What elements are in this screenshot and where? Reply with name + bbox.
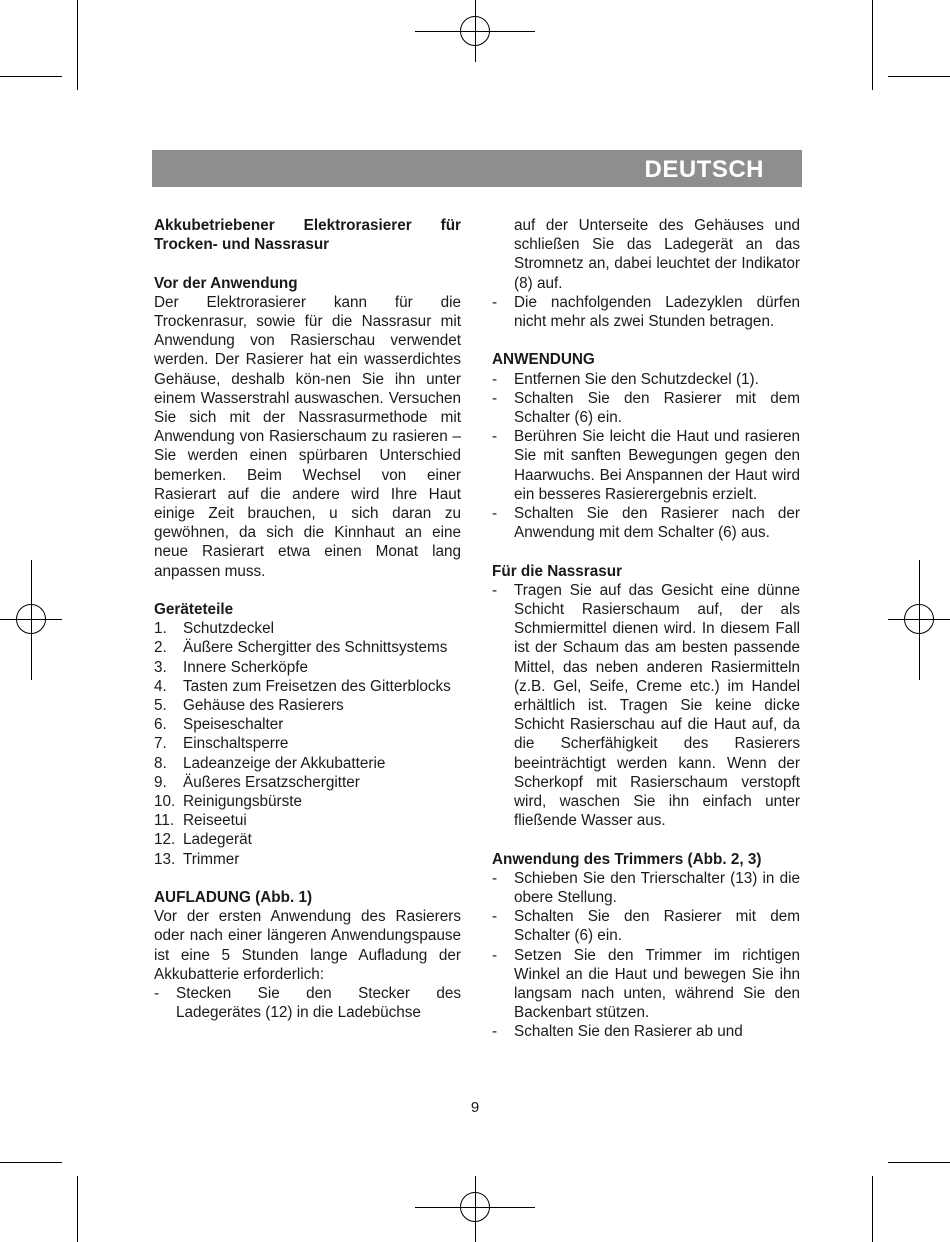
- item-label: Tasten zum Freisetzen des Gitterblocks: [183, 677, 451, 695]
- item-text: Stecken Sie den Stecker des Ladegerätes (12) in die Ladebüchse: [176, 985, 461, 1022]
- item-label: Trimmer: [183, 850, 240, 868]
- list-item: [492, 293, 800, 331]
- list-item: [492, 907, 800, 945]
- dash-bullet: -: [492, 293, 498, 311]
- list-item: [154, 754, 461, 773]
- item-number: 10.: [154, 793, 176, 811]
- language-title: DEUTSCH: [644, 156, 764, 183]
- registration-mark: [904, 604, 934, 634]
- item-number: 3.: [154, 658, 167, 676]
- item-text: Schalten Sie den Rasierer mit dem Schalter (6) ein.: [514, 389, 800, 427]
- item-label: Ladeanzeige der Akkubatterie: [183, 754, 386, 772]
- list-item: [154, 984, 461, 1022]
- dash-bullet: -: [492, 869, 498, 887]
- section-heading-wet-shave: Für die Nassrasur: [492, 562, 623, 580]
- language-banner: [152, 150, 802, 187]
- item-number: 2.: [154, 639, 167, 657]
- item-text: Entfernen Sie den Schutzdeckel (1).: [514, 370, 759, 388]
- document-title: Akkubetriebener Elektrorasierer für Trocken- und Nassrasur: [154, 217, 461, 254]
- list-item: [154, 638, 461, 657]
- section-heading-parts: Geräteteile: [154, 601, 234, 619]
- right-column: [492, 216, 800, 1042]
- item-number: 7.: [154, 735, 167, 753]
- item-label: Reinigungsbürste: [183, 793, 303, 811]
- list-item: [492, 427, 800, 504]
- crop-mark: [0, 76, 62, 77]
- crop-mark: [888, 1162, 950, 1163]
- list-item: [154, 850, 461, 869]
- charging-list: [154, 984, 461, 1022]
- crop-mark: [77, 0, 78, 90]
- item-text: Schieben Sie den Trierschalter (13) in die obere Stellung.: [514, 869, 800, 907]
- dash-bullet: -: [492, 908, 498, 926]
- list-item: [154, 792, 461, 811]
- dash-bullet: -: [492, 581, 498, 599]
- list-item: [154, 811, 461, 830]
- item-text: Schalten Sie den Rasierer mit dem Schalter (6) ein.: [514, 908, 800, 945]
- list-item: [492, 946, 800, 1023]
- list-item: [154, 715, 461, 734]
- parts-list: [154, 619, 461, 869]
- item-number: 11.: [154, 812, 175, 830]
- item-text: Die nachfolgenden Ladezyklen dürfen nicht mehr als zwei Stunden betragen.: [514, 293, 800, 331]
- dash-bullet: -: [154, 985, 160, 1003]
- dash-bullet: -: [492, 428, 498, 446]
- item-number: 9.: [154, 773, 167, 791]
- item-label: Reiseetui: [183, 812, 247, 830]
- list-item: [154, 734, 461, 753]
- left-column: [154, 216, 461, 1022]
- item-label: Gehäuse des Rasierers: [183, 697, 344, 715]
- before-use-text: Der Elektrorasierer kann für die Trockenrasur, sowie für die Nassrasur mit Anwendung von Rasierschau verwendet werden. Der Rasierer hat ein wasserdichtes Gehäuse, deshalb kön-nen Sie ihn unter einem Wasserstrahl auswaschen. Versuchen Sie sich mit der Nassrasurmethode mit Anwendung von Rasierschaum zu rasieren – Sie werden einen spürbaren Unterschied bemerken. Beim Wechsel von einer Rasierart auf die andere wird Ihre Haut einige Zeit brauchen, u sich daran zu gewöhnen, da sich die Kinnhaut an eine neue Rasierart etwa einen Monat lang anpassen muss.: [154, 293, 461, 580]
- list-item: [492, 504, 800, 542]
- item-label: Speiseschalter: [183, 716, 284, 734]
- item-number: 8.: [154, 754, 167, 772]
- crop-mark: [0, 1162, 62, 1163]
- item-text: Berühren Sie leicht die Haut und rasieren Sie mit sanften Bewegungen gegen den Haarwuchs. Bei Anspannen der Haut wird ein besseres Rasierergebnis erzielt.: [514, 428, 800, 503]
- item-text: Setzen Sie den Trimmer im richtigen Winkel an die Haut und bewegen Sie ihn langsam nach unten, während Sie den Backenbart stützen.: [514, 946, 800, 1022]
- item-label: Äußeres Ersatzschergitter: [183, 773, 360, 791]
- item-number: 13.: [154, 850, 176, 868]
- list-item: [154, 696, 461, 715]
- item-number: 12.: [154, 831, 176, 849]
- list-item: [492, 869, 800, 907]
- charging-list-cont: [492, 293, 800, 331]
- list-item: [154, 658, 461, 677]
- page-number: 9: [470, 1099, 480, 1116]
- list-item: [492, 581, 800, 831]
- list-item: [154, 830, 461, 849]
- charging-continuation: auf der Unterseite des Gehäuses und schließen Sie das Ladegerät an das Stromnetz an, dabei leuchtet der Indikator (8) auf.: [514, 217, 800, 292]
- crop-mark: [872, 0, 873, 90]
- section-heading-usage: ANWENDUNG: [492, 351, 595, 369]
- crop-mark: [888, 76, 950, 77]
- item-text: Schalten Sie den Rasierer ab und: [514, 1023, 743, 1041]
- dash-bullet: -: [492, 1023, 498, 1041]
- item-text: Tragen Sie auf das Gesicht eine dünne Schicht Rasierschaum auf, der als Schmiermittel dienen wird. In diesem Fall ist der Schaum das am besten passende Mittel, das neben anderen Rasiermitteln (z.B. Gel, Seife, Creme etc.) im Handel erhältlich ist. Tragen Sie keine dicke Schicht Rasierschau auf die Haut auf, da die Scherfähigkeit des Rasierers beeinträchtigt werden kann. Wenn der Scherkopf mit Rasierschaum verstopft wird, waschen Sie ihn einfach unter fließende Wasser aus.: [514, 581, 800, 830]
- list-item: [154, 773, 461, 792]
- item-label: Innere Scherköpfe: [183, 658, 309, 676]
- item-number: 4.: [154, 677, 167, 695]
- item-label: Einschaltsperre: [183, 735, 289, 753]
- item-number: 6.: [154, 716, 167, 734]
- section-heading-trimmer: Anwendung des Trimmers (Abb. 2, 3): [492, 850, 762, 868]
- item-label: Ladegerät: [183, 831, 252, 849]
- list-item: [154, 619, 461, 638]
- item-number: 5.: [154, 697, 167, 715]
- registration-mark: [460, 1192, 490, 1222]
- list-item: [492, 389, 800, 427]
- item-label: Schutzdeckel: [183, 620, 274, 638]
- crop-mark: [872, 1176, 873, 1242]
- dash-bullet: -: [492, 370, 498, 388]
- registration-mark: [460, 16, 490, 46]
- trimmer-list: [492, 869, 800, 1042]
- item-label: Äußere Schergitter des Schnittsystems: [183, 639, 448, 657]
- item-number: 1.: [154, 620, 167, 638]
- charging-text: Vor der ersten Anwendung des Rasierers oder nach einer längeren Anwendungspause ist eine 5 Stunden lange Aufladung der Akkubatterie erforderlich:: [154, 908, 461, 983]
- section-heading-before-use: Vor der Anwendung: [154, 274, 298, 292]
- list-item: [154, 677, 461, 696]
- crop-mark: [77, 1176, 78, 1242]
- wet-shave-list: [492, 581, 800, 831]
- usage-list: [492, 370, 800, 543]
- dash-bullet: -: [492, 946, 498, 964]
- section-heading-charging: AUFLADUNG (Abb. 1): [154, 889, 313, 907]
- dash-bullet: -: [492, 505, 498, 523]
- list-item: [492, 370, 800, 389]
- item-text: Schalten Sie den Rasierer nach der Anwendung mit dem Schalter (6) aus.: [514, 505, 800, 542]
- registration-mark: [16, 604, 46, 634]
- list-item: [492, 1022, 800, 1041]
- dash-bullet: -: [492, 389, 498, 407]
